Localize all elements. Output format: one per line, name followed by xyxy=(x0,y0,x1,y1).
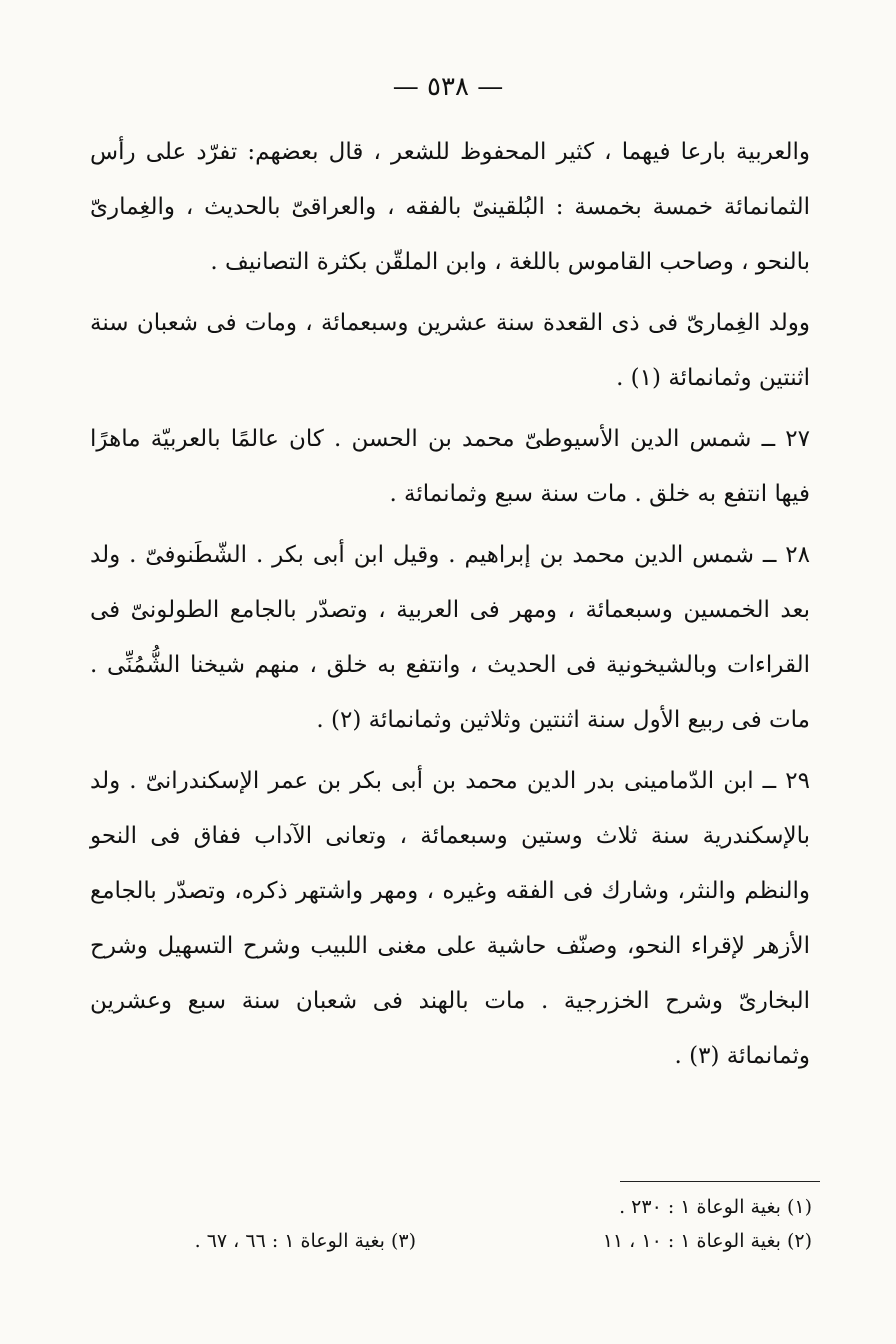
footnote-3: (٣) بغية الوعاة ١ : ٦٦ ، ٦٧ . xyxy=(194,1230,416,1252)
paragraph-intro: والعربية بارعا فيهما ، كثير المحفوظ للشعر ، قال بعضهم: تفرّد على رأس الثمانمائة خمسة بخمسة : البُلقينىّ بالفقه ، والعراقىّ بالحديث ، والغِمارىّ بالنحو ، وصاحب القاموس باللغة ، وابن الملقّن بكثرة التصانيف . xyxy=(90,139,810,275)
footnote-2: (٢) بغية الوعاة ١ : ١٠ ، ١١ xyxy=(602,1230,812,1252)
body-text xyxy=(90,125,810,1084)
paragraph-entry-28: ٢٨ ــ شمس الدين محمد بن إبراهيم . وقيل ابن أبى بكر . الشّطَنوفىّ . ولد بعد الخمسين وسبعمائة ، ومهر فى العربية ، وتصدّر بالجامع الطولونىّ فى القراءات وبالشيخونية فى الحديث ، وانتفع به خلق ، منهم شيخنا الشُّمُنِّى . مات فى ربيع الأول سنة اثنتين وثلاثين وثمانمائة (٢) . xyxy=(90,542,810,733)
paragraph-entry-27: ٢٧ ــ شمس الدين الأسيوطىّ محمد بن الحسن . كان عالمًا بالعربيّة ماهرًا فيها انتفع به خلق . مات سنة سبع وثمانمائة . xyxy=(90,426,810,507)
page-number: — ٥٣٨ — xyxy=(392,72,504,102)
paragraph-entry-29: ٢٩ ــ ابن الدّمامينى بدر الدين محمد بن أبى بكر بن عمر الإسكندرانىّ . ولد بالإسكندرية سنة ثلاث وستين وسبعمائة ، وتعانى الآداب ففاق فى النحو والنظم والنثر، وشارك فى الفقه وغيره ، ومهر واشتهر ذكره، وتصدّر بالجامع الأزهر لإقراء النحو، وصنّف حاشية على مغنى اللبيب وشرح التسهيل وشرح البخارىّ وشرح الخزرجية . مات بالهند فى شعبان سنة سبع وعشرين وثمانمائة (٣) . xyxy=(90,768,810,1069)
footnote-divider xyxy=(620,1181,820,1182)
paragraph-birth: وولد الغِمارىّ فى ذى القعدة سنة عشرين وسبعمائة ، ومات فى شعبان سنة اثنتين وثمانمائة (١) . xyxy=(90,310,810,391)
footnote-1: (١) بغية الوعاة ١ : ٢٣٠ . xyxy=(619,1196,812,1218)
